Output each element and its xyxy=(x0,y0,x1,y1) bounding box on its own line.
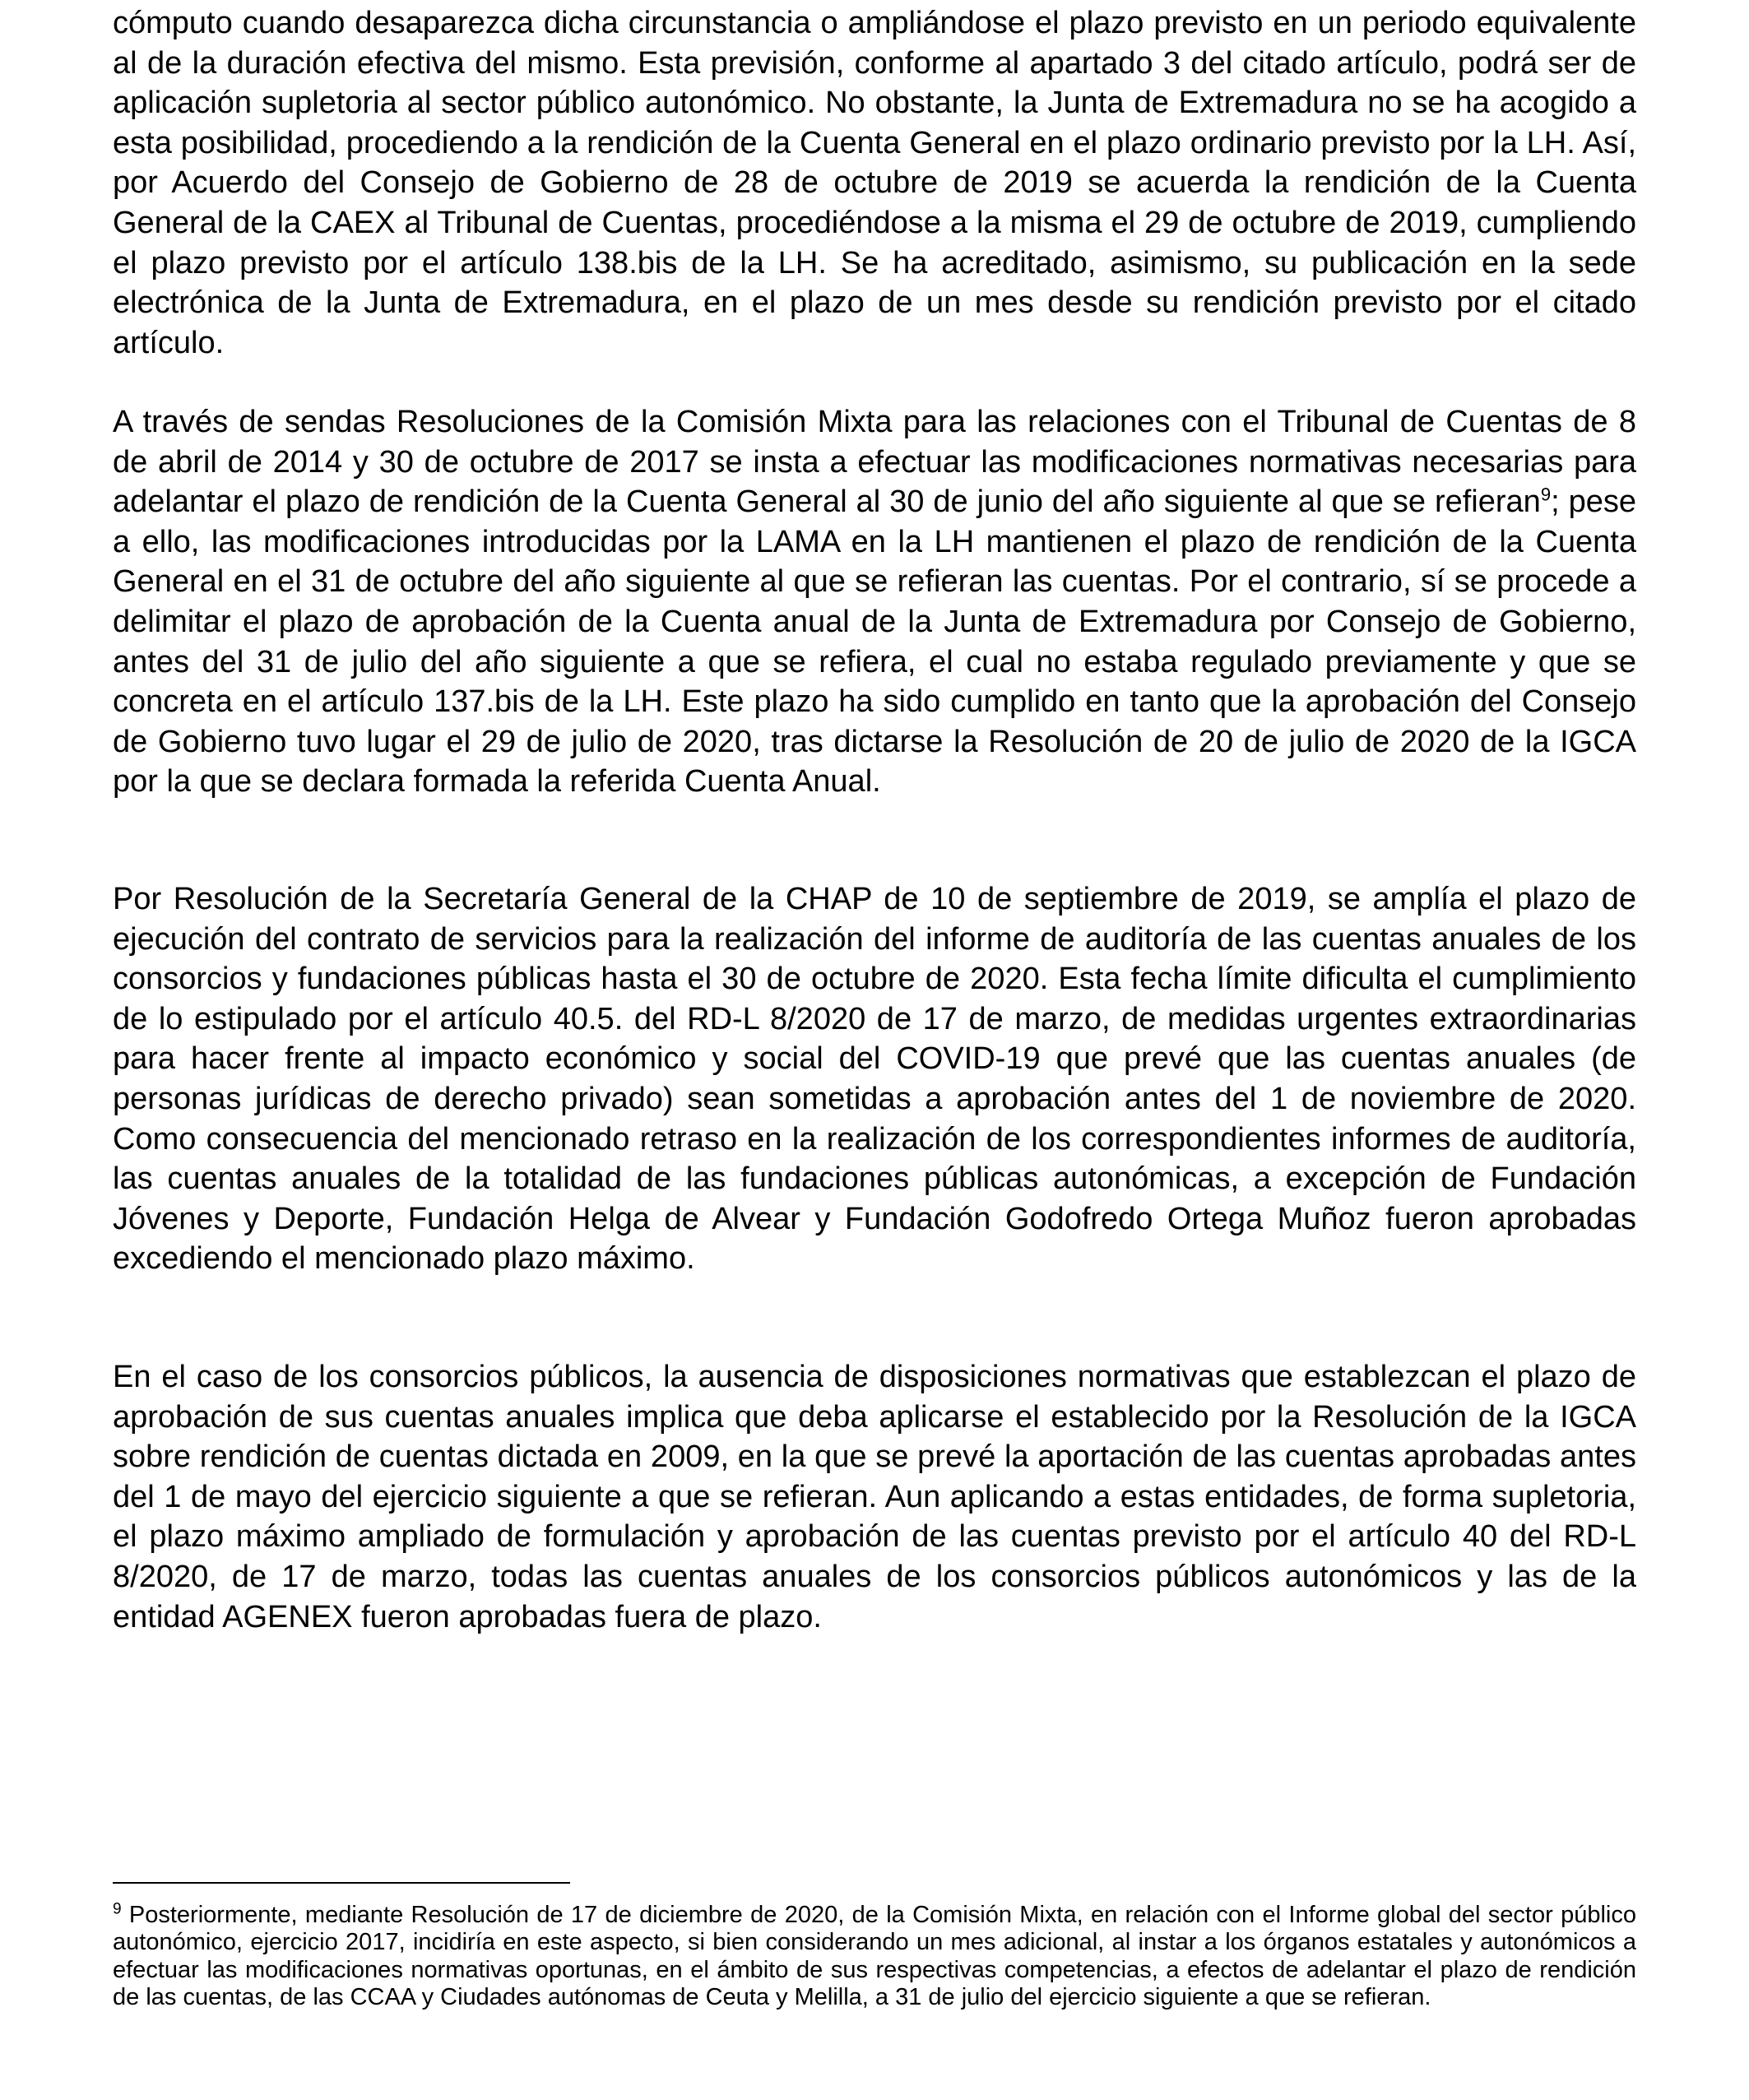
paragraph-4: En el caso de los consorcios públicos, la ausencia de disposiciones normativas que establezcan el plazo de aprobación de sus cuentas anuales implica que deba aplicarse el establecido por la Resolución de la IGCA sobre rendición de cuentas dictada en 2009, en la que se prevé la aportación de las cuentas aprobadas antes del 1 de mayo del ejercicio siguiente a que se refieran. Aun aplicando a estas entidades, de forma supletoria, el plazo máximo ampliado de formulación y aprobación de las cuentas previsto por el artículo 40 del RD-L 8/2020, de 17 de marzo, todas las cuentas anuales de los consorcios públicos autonómicos y las de la entidad AGENEX fueron aprobadas fuera de plazo. xyxy=(113,1360,1636,1634)
paragraph-2 xyxy=(113,402,1636,802)
paragraph-3: Por Resolución de la Secretaría General de la CHAP de 10 de septiembre de 2019, se amplía el plazo de ejecución del contrato de servicios para la realización del informe de auditoría de las cuentas anuales de los consorcios y fundaciones públicas hasta el 30 de octubre de 2020. Esta fecha límite dificulta el cumplimiento de lo estipulado por el artículo 40.5. del RD-L 8/2020 de 17 de marzo, de medidas urgentes extraordinarias para hacer frente al impacto económico y social del COVID-19 que prevé que las cuentas anuales (de personas jurídicas de derecho privado) sean sometidas a aprobación antes del 1 de noviembre de 2020. Como consecuencia del mencionado retraso en la realización de los correspondientes informes de auditoría, las cuentas anuales de la totalidad de las fundaciones públicas autonómicas, a excepción de Fundación Jóvenes y Deporte, Fundación Helga de Alvear y Fundación Godofredo Ortega Muñoz fueron aprobadas excediendo el mencionado plazo máximo. xyxy=(113,882,1636,1277)
paragraph-2-text-before-ref: A través de sendas Resoluciones de la Comisión Mixta para las relaciones con el Tribunal de Cuentas de 8 de abril de 2014 y 30 de octubre de 2017 se insta a efectuar las modificaciones normativas necesarias para adelantar el plazo de rendición de la Cuenta General al 30 de junio del año siguiente al que se refieran xyxy=(113,405,1636,520)
footnote-separator xyxy=(113,1882,570,1884)
footnote-number: 9 xyxy=(113,1900,122,1918)
footnote xyxy=(113,1902,1636,2011)
footnote-reference[interactable]: 9 xyxy=(1540,484,1552,505)
paragraph-1: cómputo cuando desaparezca dicha circunstancia o ampliándose el plazo previsto en un periodo equivalente al de la duración efectiva del mismo. Esta previsión, conforme al apartado 3 del citado artículo, podrá ser de aplicación supletoria al sector público autonómico. No obstante, la Junta de Extremadura no se ha acogido a esta posibilidad, procediendo a la rendición de la Cuenta General en el plazo ordinario previsto por la LH. Así, por Acuerdo del Consejo de Gobierno de 28 de octubre de 2019 se acuerda la rendición de la Cuenta General de la CAEX al Tribunal de Cuentas, procediéndose a la misma el 29 de octubre de 2019, cumpliendo el plazo previsto por el artículo 138.bis de la LH. Se ha acreditado, asimismo, su publicación en la sede electrónica de la Junta de Extremadura, en el plazo de un mes desde su rendición previsto por el citado artículo. xyxy=(113,6,1636,360)
paragraph-2-text-after-ref: ; pese a ello, las modificaciones introducidas por la LAMA en la LH mantienen el plazo de rendición de la Cuenta General en el 31 de octubre del año siguiente al que se refieran las cuentas. Por el contrario, sí se procede a delimitar el plazo de aprobación de la Cuenta anual de la Junta de Extremadura por Consejo de Gobierno, antes del 31 de julio del año siguiente a que se refiera, el cual no estaba regulado previamente y que se concreta en el artículo 137.bis de la LH. Este plazo ha sido cumplido en tanto que la aprobación del Consejo de Gobierno tuvo lugar el 29 de julio de 2020, tras dictarse la Resolución de 20 de julio de 2020 de la IGCA por la que se declara formada la referida Cuenta Anual. xyxy=(113,484,1636,800)
footnote-text: Posteriormente, mediante Resolución de 17 de diciembre de 2020, de la Comisión Mixta, en relación con el Informe global del sector público autonómico, ejercicio 2017, incidiría en este aspecto, si bien considerando un mes adicional, al instar a los órganos estatales y autonómicos a efectuar las modificaciones normativas oportunas, en el ámbito de sus respectivas competencias, a efectos de adelantar el plazo de rendición de las cuentas, de las CCAA y Ciudades autónomas de Ceuta y Melilla, a 31 de julio del ejercicio siguiente a que se refieran. xyxy=(113,1902,1636,2010)
